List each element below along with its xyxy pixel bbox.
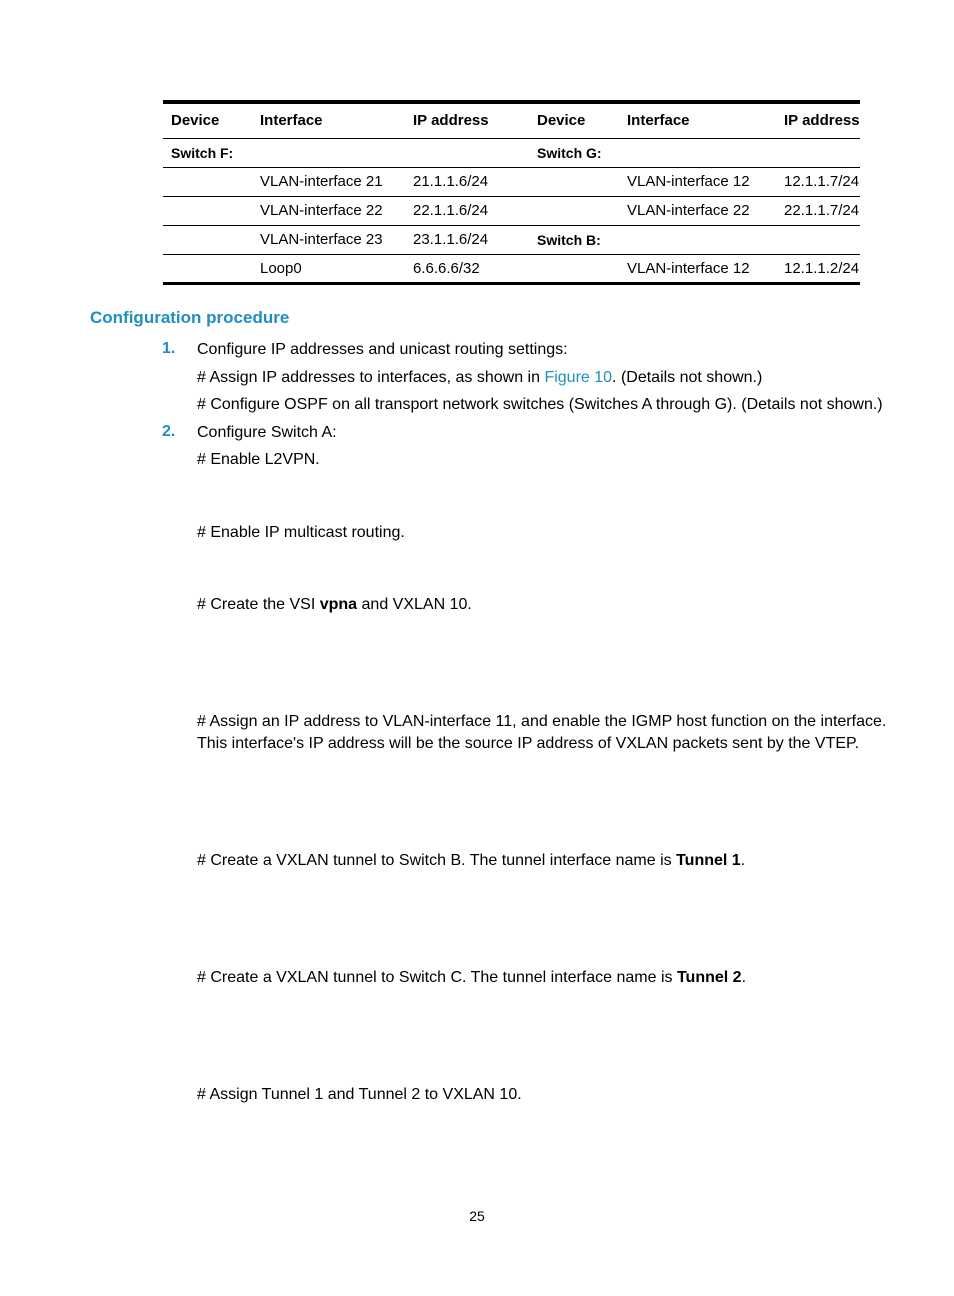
col-device-2: Device (537, 112, 586, 130)
col-ip-address: IP address (413, 112, 489, 130)
step-number-1: 1. (162, 340, 176, 357)
tunnel1-text: # Create a VXLAN tunnel to Switch B. The tunnel interface name is (197, 852, 677, 869)
tunnel1-line (197, 850, 745, 872)
table-row (163, 196, 860, 225)
table-cell: VLAN-interface 22 (260, 202, 383, 219)
assign-tunnels-line: # Assign Tunnel 1 and Tunnel 2 to VXLAN 10. (197, 1086, 522, 1103)
table-cell (252, 138, 405, 167)
assign-ip-line (197, 367, 762, 389)
step-text-1: Configure IP addresses and unicast routing settings: (197, 341, 568, 358)
table-row (163, 138, 860, 167)
assign-ip-suffix: . (Details not shown.) (612, 369, 763, 386)
table-cell (619, 138, 776, 167)
table-cell: 22.1.1.7/24 (784, 202, 860, 219)
table-cell: 12.1.1.2/24 (784, 259, 860, 277)
table-row (163, 225, 860, 254)
table-cell: VLAN-interface 12 (627, 259, 750, 277)
table-cell: VLAN-interface 21 (260, 173, 383, 190)
table-cell: VLAN-interface 23 (260, 231, 383, 248)
tunnel2-text: # Create a VXLAN tunnel to Switch C. The tunnel interface name is (197, 969, 677, 986)
table-cell: 23.1.1.6/24 (413, 231, 489, 248)
tunnel2-suffix: . (741, 969, 747, 986)
table-cell (163, 196, 252, 225)
tunnel1-suffix: . (740, 852, 746, 869)
section-title: Configuration procedure (90, 308, 290, 327)
create-vsi-line (197, 594, 472, 616)
step-number-2: 2. (162, 423, 176, 440)
col-interface-2: Interface (627, 112, 690, 130)
table-cell (619, 225, 776, 254)
table-cell: 21.1.1.6/24 (413, 173, 489, 190)
table-cell (163, 225, 252, 254)
interface-ip-table (163, 100, 860, 285)
enable-l2vpn-line: # Enable L2VPN. (197, 451, 320, 468)
tunnel2-name: Tunnel 2 (676, 969, 742, 986)
table-cell (163, 254, 252, 283)
table-cell: VLAN-interface 12 (627, 173, 750, 190)
table-row (163, 167, 860, 196)
table-cell: 6.6.6.6/32 (413, 259, 480, 277)
table-cell: 12.1.1.7/24 (784, 173, 860, 190)
table-cell: Switch B: (537, 231, 601, 248)
table-cell: Switch G: (537, 144, 602, 161)
table-cell (529, 196, 619, 225)
table-cell (776, 138, 860, 167)
table-cell (163, 167, 252, 196)
table-cell: Switch F: (171, 144, 234, 161)
ospf-line: # Configure OSPF on all transport network switches (Switches A through G). (Details not shown.) (197, 396, 883, 413)
col-ip-address-2: IP address (784, 112, 860, 130)
enable-multicast-line: # Enable IP multicast routing. (197, 524, 405, 541)
figure-10-link[interactable]: Figure 10 (544, 369, 613, 386)
tunnel2-line (197, 967, 746, 989)
col-interface: Interface (260, 112, 323, 130)
step-text-2: Configure Switch A: (197, 424, 337, 441)
table-cell: Loop0 (260, 259, 302, 277)
tunnel1-name: Tunnel 1 (676, 852, 741, 869)
table-cell (405, 138, 529, 167)
table-cell (529, 167, 619, 196)
page-number: 25 (469, 1208, 485, 1224)
table-header-row (163, 102, 860, 138)
igmp-line-2: This interface's IP address will be the source IP address of VXLAN packets sent by the VTEP. (197, 735, 860, 752)
table-row (163, 254, 860, 283)
table-cell: 22.1.1.6/24 (413, 202, 489, 219)
table-cell (776, 225, 860, 254)
vsi-name: vpna (319, 596, 358, 613)
create-vsi-text: # Create the VSI (197, 596, 320, 613)
col-device: Device (171, 112, 220, 130)
table-cell (529, 254, 619, 283)
assign-ip-text: # Assign IP addresses to interfaces, as shown in (197, 369, 545, 386)
table-cell: VLAN-interface 22 (627, 202, 750, 219)
create-vsi-suffix: and VXLAN 10. (357, 596, 472, 613)
igmp-line-1: # Assign an IP address to VLAN-interface 11, and enable the IGMP host function on the interface. (197, 713, 887, 730)
